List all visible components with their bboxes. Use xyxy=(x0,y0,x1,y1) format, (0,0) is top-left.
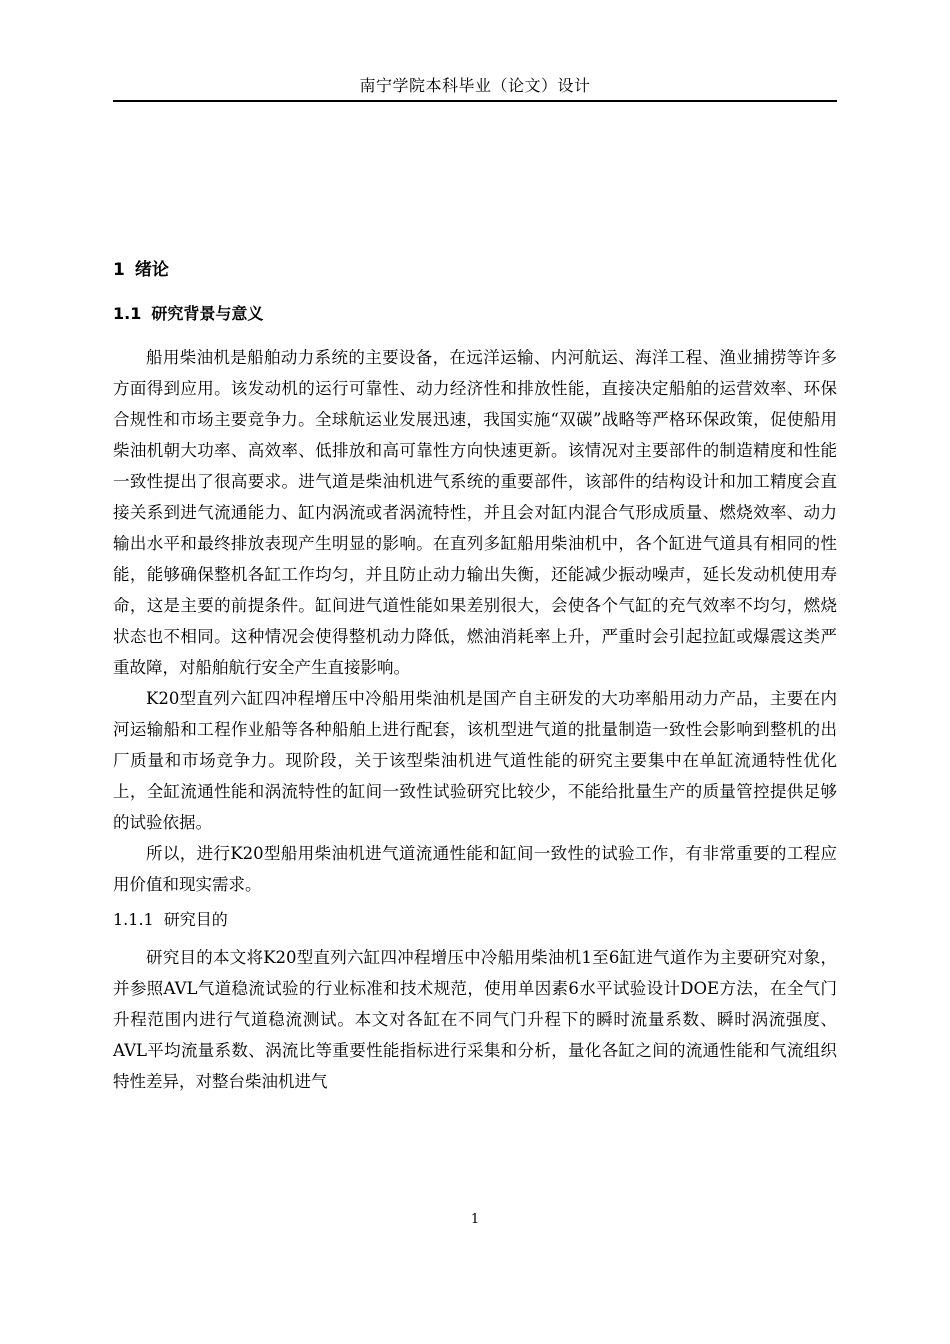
body-paragraph: K20型直列六缸四冲程增压中冷船用柴油机是国产自主研发的大功率船用动力产品，主要在内河运输船和工程作业船等各种船舶上进行配套，该机型进气道的批量制造一致性会影响到整机的出厂质量和市场竞争力。现阶段，关于该型柴油机进气道性能的研究主要集中在单缸流通特性优化上，全缸流通性能和涡流特性的缸间一致性试验研究比较少，不能给批量生产的质量管控提供足够的试验依据。 xyxy=(113,689,837,832)
section-number: 1.1 xyxy=(113,304,142,323)
header-rule xyxy=(113,100,837,102)
chapter-title: 绪论 xyxy=(134,260,169,280)
page-header: 南宁学院本科毕业（论文）设计 xyxy=(359,76,591,95)
page-number: 1 xyxy=(470,1212,480,1227)
body-paragraph: 研究目的本文将K20型直列六缸四冲程增压中冷船用柴油机1至6缸进气道作为主要研究对象，并参照AVL气道稳流试验的行业标准和技术规范，使用单因素6水平试验设计DOE方法，在全气门升程范围内进行气道稳流测试。本文对各缸在不同气门升程下的瞬时流量系数、瞬时涡流强度、AVL平均流量系数、涡流比等重要性能指标进行采集和分析，量化各缸之间的流通性能和气流组织特性差异，对整台柴油机进气 xyxy=(113,948,837,1091)
chapter-heading xyxy=(113,254,837,286)
subsection-heading xyxy=(113,904,837,936)
subsection-title: 研究目的 xyxy=(163,910,228,929)
subsection-number: 1.1.1 xyxy=(113,910,154,929)
chapter-number: 1 xyxy=(113,260,125,280)
body-paragraph: 船用柴油机是船舶动力系统的主要设备，在远洋运输、内河航运、海洋工程、渔业捕捞等许多方面得到应用。该发动机的运行可靠性、动力经济性和排放性能，直接决定船舶的运营效率、环保合规性和市场主要竞争力。全球航运业发展迅速，我国实施“双碳”战略等严格环保政策，促使船用柴油机朝大功率、高效率、低排放和高可靠性方向快速更新。该情况对主要部件的制造精度和性能一致性提出了很高要求。进气道是柴油机进气系统的重要部件，该部件的结构设计和加工精度会直接关系到进气流通能力、缸内涡流或者涡流特性，并且会对缸内混合气形成质量、燃烧效率、动力输出水平和最终排放表现产生明显的影响。在直列多缸船用柴油机中，各个缸进气道具有相同的性能，能够确保整机各缸工作均匀，并且防止动力输出失衡，还能减少振动噪声，延长发动机使用寿命，这是主要的前提条件。缸间进气道性能如果差别很大，会使各个气缸的充气效率不均匀，燃烧状态也不相同。这种情况会使得整机动力降低，燃油消耗率上升，严重时会引起拉缸或爆震这类严重故障，对船舶航行安全产生直接影响。 xyxy=(113,348,837,677)
document-body xyxy=(113,254,837,1097)
body-paragraph: 所以，进行K20型船用柴油机进气道流通性能和缸间一致性的试验工作，有非常重要的工程应用价值和现实需求。 xyxy=(113,844,837,894)
section-heading xyxy=(113,298,837,330)
section-title: 研究背景与意义 xyxy=(151,304,264,323)
